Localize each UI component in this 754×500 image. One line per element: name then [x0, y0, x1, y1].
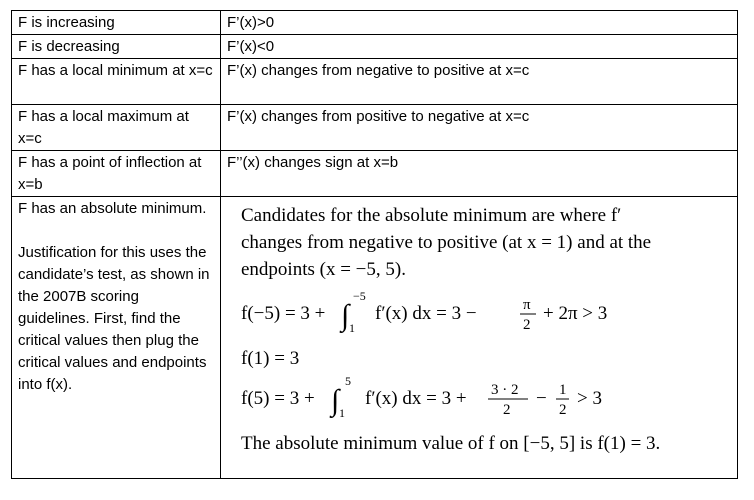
condition-cell: F has a point of inflection at x=b: [12, 151, 221, 197]
eq3-mid: f′(x) dx = 3 +: [365, 388, 467, 409]
eq3-numerator-2: 1: [559, 382, 567, 398]
test-cell: F’(x)<0: [221, 35, 738, 59]
eq1-upper-limit: −5: [353, 289, 366, 303]
equation-f-5: [241, 372, 731, 430]
equation-f-5-svg: [241, 372, 661, 422]
absolute-min-condition: F has an absolute minimum.: [18, 200, 207, 217]
equation-f-minus-5: [241, 287, 731, 345]
eq3-lower-limit: 1: [339, 406, 345, 420]
condition-cell: F is increasing: [12, 11, 221, 35]
table-row: [12, 105, 738, 151]
absolute-min-description: [12, 197, 221, 479]
table-row: [12, 197, 738, 479]
integral-sign-icon: ∫: [331, 384, 340, 417]
candidates-line-2: changes from negative to positive (at x = 1) and at the: [241, 232, 652, 253]
eq3-numerator: 3 · 2: [491, 382, 519, 398]
test-cell: F’’(x) changes sign at x=b: [221, 151, 738, 197]
condition-cell: F has a local maximum at x=c: [12, 105, 221, 151]
test-cell: F’(x)>0: [221, 11, 738, 35]
equation-f-minus-5-svg: [241, 287, 661, 337]
conditions-table: [11, 10, 738, 479]
conclusion: The absolute minimum value of f on [−5, 5] is f(1) = 3.: [241, 433, 661, 454]
eq3-rhs: > 3: [577, 388, 602, 409]
eq1-mid: f′(x) dx = 3 −: [375, 303, 477, 324]
absolute-min-solution: [221, 197, 738, 479]
condition-cell: F has a local minimum at x=c: [12, 59, 221, 105]
equation-f-1: f(1) = 3: [241, 348, 300, 369]
candidates-line-3: endpoints (x = −5, 5).: [241, 259, 406, 280]
eq3-upper-limit: 5: [345, 374, 351, 388]
eq3-denominator: 2: [503, 402, 511, 418]
table-row: [12, 11, 738, 35]
eq3-minus: −: [536, 388, 547, 409]
justification-text: Justification for this uses the candidate’s test, as shown in the 2007B scoring guidelines. First, find the critical values then plug the critical values and endpoints into f(x).: [18, 244, 210, 393]
table-row: [12, 151, 738, 197]
eq3-lhs: f(5) = 3 +: [241, 388, 315, 409]
table-row: [12, 35, 738, 59]
integral-sign-icon: ∫: [341, 299, 350, 332]
test-cell: F’(x) changes from positive to negative at x=c: [221, 105, 738, 151]
test-cell: F’(x) changes from negative to positive at x=c: [221, 59, 738, 105]
eq1-numerator: π: [523, 297, 531, 313]
eq1-lower-limit: 1: [349, 321, 355, 335]
eq3-denominator-2: 2: [559, 402, 567, 418]
table-row: [12, 59, 738, 105]
eq1-denominator: 2: [523, 317, 531, 333]
eq1-rhs: + 2π > 3: [543, 303, 608, 324]
candidates-line-1: Candidates for the absolute minimum are where f′: [241, 205, 622, 226]
condition-cell: F is decreasing: [12, 35, 221, 59]
eq1-lhs: f(−5) = 3 +: [241, 303, 326, 324]
